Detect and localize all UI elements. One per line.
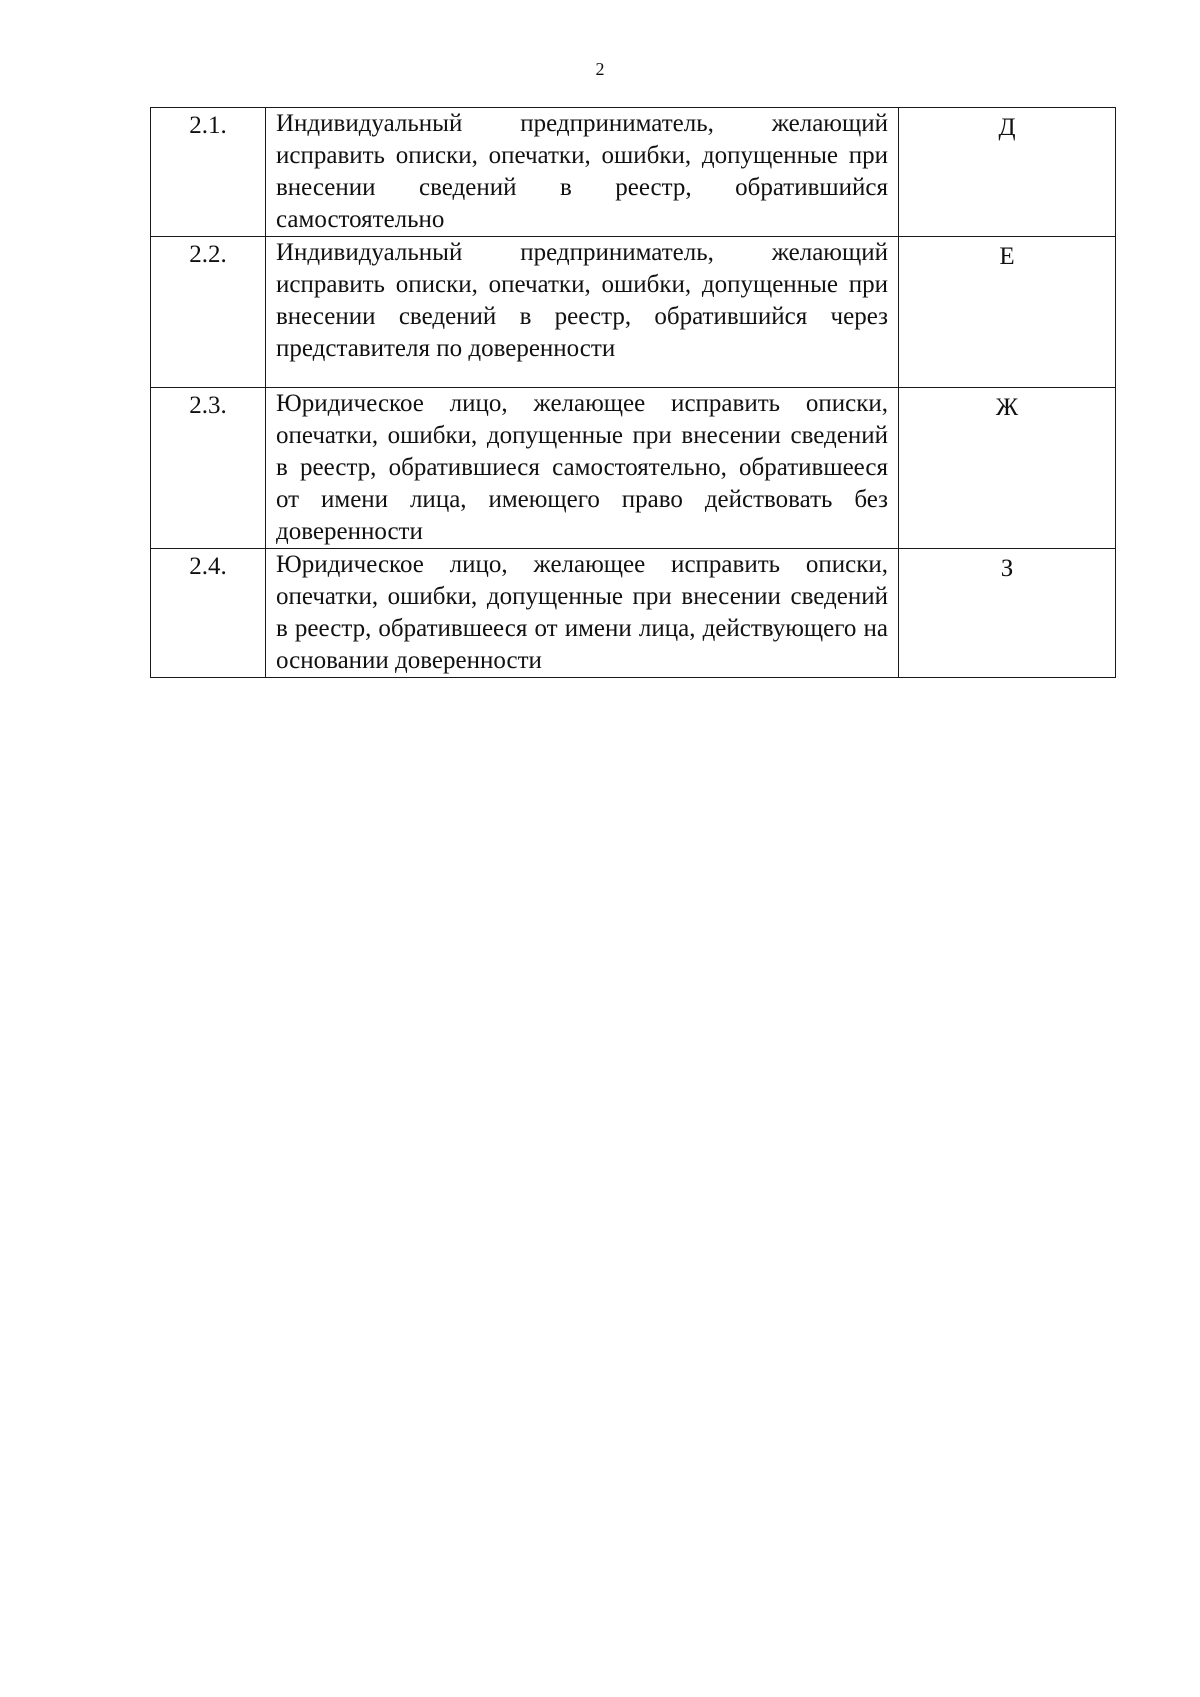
document-table bbox=[150, 107, 1116, 678]
row-description: Индивидуальный предприниматель, желающий исправить описки, опечатки, ошибки, допущенные при внесении сведений в реестр, обратившийся через представителя по доверенности bbox=[266, 237, 899, 388]
table-row bbox=[151, 549, 1116, 678]
row-code: Д bbox=[899, 108, 1116, 237]
row-code: Е bbox=[899, 237, 1116, 388]
table-row bbox=[151, 108, 1116, 237]
row-description: Юридическое лицо, желающее исправить описки, опечатки, ошибки, допущенные при внесении сведений в реестр, обратившееся от имени лица, действующего на основании доверенности bbox=[266, 549, 899, 678]
row-number: 2.2. bbox=[151, 237, 266, 388]
table-row bbox=[151, 237, 1116, 388]
row-description: Юридическое лицо, желающее исправить описки, опечатки, ошибки, допущенные при внесении сведений в реестр, обратившиеся самостоятельно, обратившееся от имени лица, имеющего право действовать без доверенности bbox=[266, 388, 899, 549]
row-number: 2.1. bbox=[151, 108, 266, 237]
row-description: Индивидуальный предприниматель, желающий исправить описки, опечатки, ошибки, допущенные при внесении сведений в реестр, обратившийся самостоятельно bbox=[266, 108, 899, 237]
row-number: 2.3. bbox=[151, 388, 266, 549]
row-code: З bbox=[899, 549, 1116, 678]
row-code: Ж bbox=[899, 388, 1116, 549]
page-number: 2 bbox=[595, 59, 605, 79]
table-row bbox=[151, 388, 1116, 549]
row-number: 2.4. bbox=[151, 549, 266, 678]
